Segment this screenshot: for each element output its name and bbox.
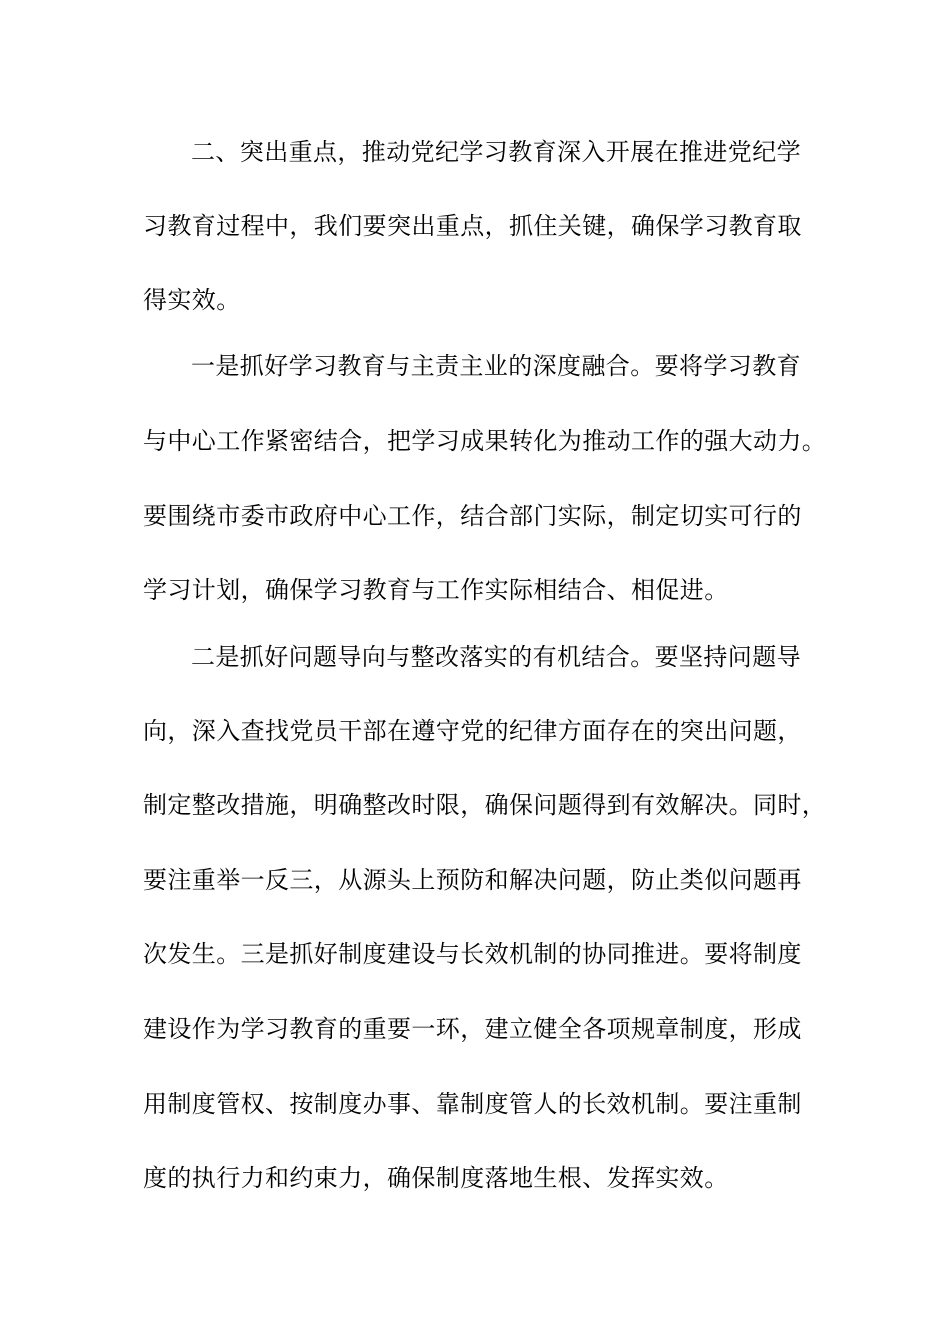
paragraph-2-line-3: 要围绕市委市政府中心工作，结合部门实际，制定切实可行的	[143, 502, 802, 530]
paragraph-3-line-5: 次发生。三是抓好制度建设与长效机制的协同推进。要将制度	[143, 940, 802, 968]
paragraph-1-line-2: 习教育过程中，我们要突出重点，抓住关键，确保学习教育取	[143, 212, 802, 240]
paragraph-3-line-2: 向，深入查找党员干部在遵守党的纪律方面存在的突出问题，	[143, 717, 802, 745]
paragraph-3-line-8: 度的执行力和约束力，确保制度落地生根、发挥实效。	[143, 1164, 729, 1192]
paragraph-3-line-7: 用制度管权、按制度办事、靠制度管人的长效机制。要注重制	[143, 1090, 802, 1118]
paragraph-2-line-4: 学习计划，确保学习教育与工作实际相结合、相促进。	[143, 576, 729, 604]
paragraph-3-line-4: 要注重举一反三，从源头上预防和解决问题，防止类似问题再	[143, 866, 802, 894]
paragraph-2-line-1: 一是抓好学习教育与主责主业的深度融合。要将学习教育	[191, 352, 801, 380]
paragraph-1-line-1: 二、突出重点，推动党纪学习教育深入开展在推进党纪学	[191, 138, 801, 166]
paragraph-2-line-2: 与中心工作紧密结合，把学习成果转化为推动工作的强大动力。	[143, 427, 827, 455]
paragraph-3-line-3: 制定整改措施，明确整改时限，确保问题得到有效解决。同时，	[143, 791, 827, 819]
paragraph-3-line-1: 二是抓好问题导向与整改落实的有机结合。要坚持问题导	[191, 643, 801, 671]
paragraph-3-line-6: 建设作为学习教育的重要一环，建立健全各项规章制度，形成	[143, 1015, 802, 1043]
paragraph-1-line-3: 得实效。	[143, 286, 241, 314]
